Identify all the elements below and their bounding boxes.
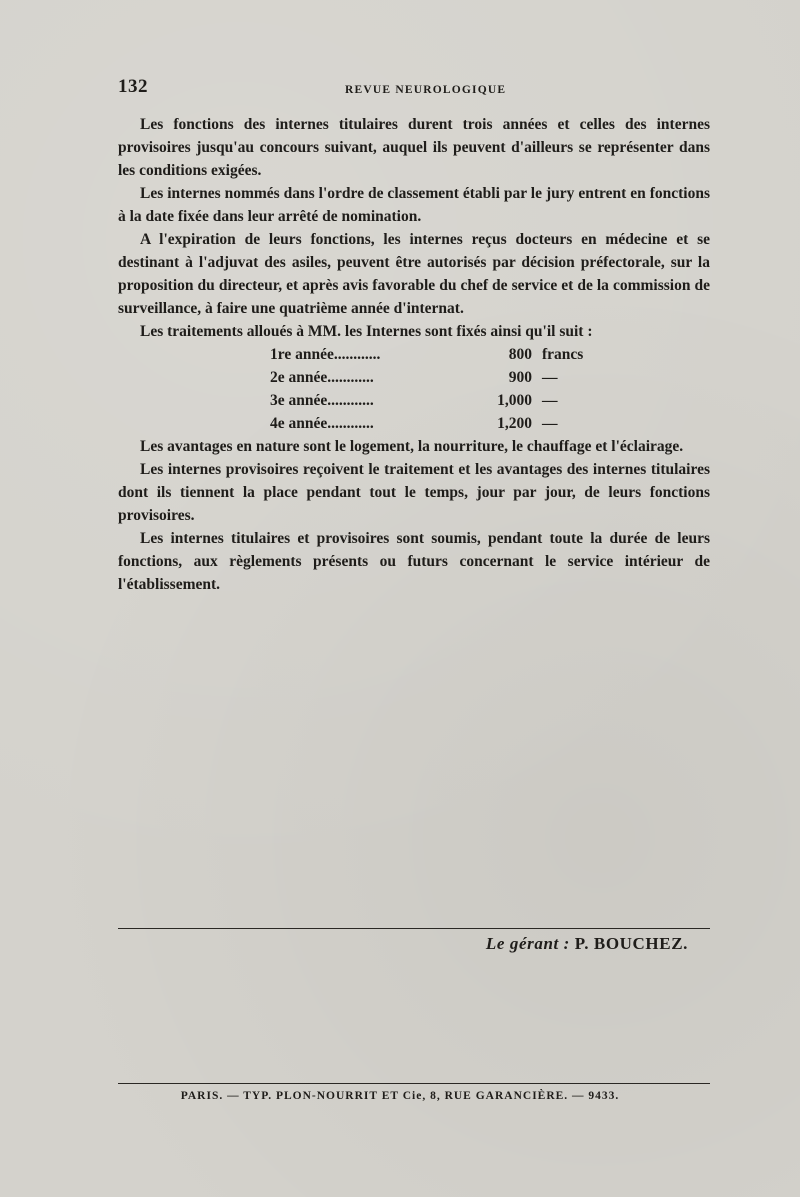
salary-unit: — (542, 415, 558, 432)
salary-amount: 900 (508, 369, 532, 386)
salary-amount: 1,000 (497, 392, 532, 409)
salary-amount: 800 (508, 346, 532, 363)
table-row (270, 343, 583, 366)
signature-role: Le gérant : (485, 934, 570, 953)
signature (486, 934, 688, 954)
salary-year: 1re année............ (270, 346, 381, 363)
paragraph: Les internes titulaires et provisoires sont soumis, pendant toute la durée de leurs fonctions, aux règlements présents ou futurs concernant le service intérieur de l'établissement. (118, 530, 710, 593)
paragraph: Les internes provisoires reçoivent le traitement et les avantages des internes titulaires dont ils tiennent la place pendant tout le temps, jour par jour, de leurs fonctions provisoires. (118, 461, 710, 524)
salary-year: 2e année............ (270, 369, 374, 386)
paragraph: Les traitements alloués à MM. les Internes sont fixés ainsi qu'il suit : (140, 323, 593, 340)
printer-imprint: PARIS. — TYP. PLON-NOURRIT ET Cie, 8, RUE GARANCIÈRE. — 9433. (180, 1090, 620, 1102)
divider (118, 1083, 710, 1084)
salary-unit: — (542, 369, 558, 386)
signature-name: P. BOUCHEZ. (574, 934, 688, 953)
body-text (118, 113, 710, 596)
salary-unit: francs (542, 346, 584, 363)
paragraph: Les avantages en nature sont le logement, la nourriture, le chauffage et l'éclairage. (140, 438, 684, 455)
divider (118, 928, 710, 929)
page-number: 132 (118, 76, 148, 97)
salary-year: 3e année............ (270, 392, 374, 409)
table-row (270, 389, 583, 412)
paragraph: Les internes nommés dans l'ordre de classement établi par le jury entrent en fonctions à la date fixée dans leur arrêté de nomination. (118, 185, 710, 225)
salary-year: 4e année............ (270, 415, 374, 432)
salary-table (270, 343, 583, 435)
paragraph: Les fonctions des internes titulaires durent trois années et celles des internes provisoires jusqu'au concours suivant, auquel ils peuvent d'ailleurs se représenter dans les conditions exigées. (118, 116, 710, 179)
salary-amount: 1,200 (497, 415, 532, 432)
table-row (270, 366, 583, 389)
running-header: REVUE NEUROLOGIQUE (345, 84, 507, 96)
salary-unit: — (542, 392, 558, 409)
table-row (270, 412, 583, 435)
paragraph: A l'expiration de leurs fonctions, les internes reçus docteurs en médecine et se destinant à l'adjuvat des asiles, peuvent être autorisés par décision préfectorale, sur la proposition du directeur, et après avis favorable du chef de service et de la commission de surveillance, à faire une quatrième année d'internat. (118, 231, 710, 317)
